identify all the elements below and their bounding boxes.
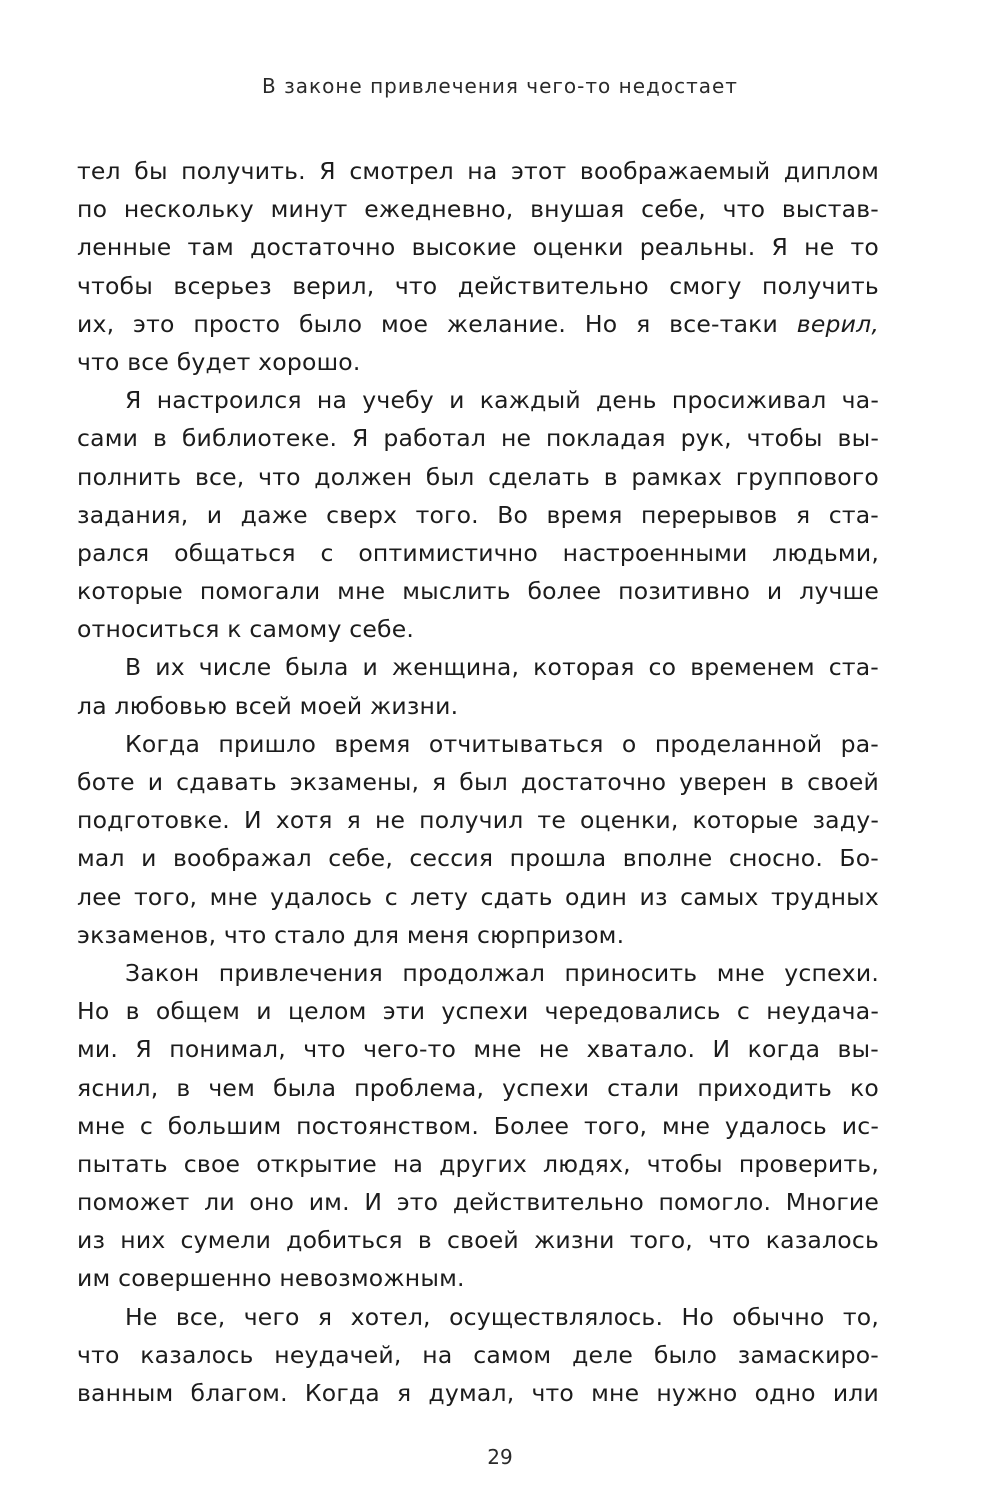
text-line: ла любовью всей моей жизни. [77, 691, 459, 720]
text-line [77, 305, 879, 343]
text-line: пытать свое открытие на других людях, чтобы проверить, [77, 1149, 879, 1178]
text-line: мал и воображал себе, сессия прошла вполне сносно. Бо- [77, 844, 879, 873]
text-line: мне с большим постоянством. Более того, мне удалось ис- [77, 1111, 879, 1140]
text-line: Но в общем и целом эти успехи чередовались с неудача- [77, 997, 879, 1026]
running-header: В законе привлечения чего-то недостает [262, 74, 738, 98]
text-line: боте и сдавать экзамены, я был достаточно уверен в своей [77, 768, 879, 796]
text-line: подготовке. И хотя я не получил те оценки, которые заду- [77, 806, 879, 835]
text-line: Я настроился на учебу и каждый день просиживал ча- [125, 386, 879, 415]
text-line: ленные там достаточно высокие оценки реальны. Я не то [77, 233, 879, 262]
text-line: поможет ли оно им. И это действительно помогло. Многие [77, 1188, 879, 1217]
text-line: ми. Я понимал, что чего-то мне не хватало. И когда вы- [77, 1035, 879, 1064]
text-line: В их числе была и женщина, которая со временем ста- [125, 653, 879, 682]
page-number: 29 [487, 1445, 513, 1469]
text-line: лее того, мне удалось с лету сдать один из самых трудных [77, 882, 879, 911]
text-line: Закон привлечения продолжал приносить мне успехи. [125, 958, 879, 987]
text-line: им совершенно невозможным. [77, 1264, 465, 1293]
text-line: яснил, в чем была проблема, успехи стали приходить ко [77, 1073, 879, 1102]
text-line: из них сумели добиться в своей жизни того, что казалось [77, 1226, 879, 1255]
body-text [77, 152, 879, 1412]
text-line: что казалось неудачей, на самом деле было замаскиро- [77, 1340, 879, 1369]
text-line: сами в библиотеке. Я работал не покладая рук, чтобы вы- [77, 424, 879, 453]
text-line: Не все, чего я хотел, осуществлялось. Но обычно то, [125, 1302, 879, 1331]
text-line: полнить все, что должен был сделать в рамках группового [77, 462, 879, 491]
text-line: Когда пришло время отчитываться о проделанной ра- [125, 729, 879, 758]
text-line: ванным благом. Когда я думал, что мне нужно одно или [77, 1379, 879, 1407]
text-line: задания, и даже сверх того. Во время перерывов я ста- [77, 500, 879, 529]
text-line: по нескольку минут ежедневно, внушая себе, что выстав- [77, 195, 879, 224]
text-line: рался общаться с оптимистично настроенными людьми, [77, 538, 879, 567]
text-line: чтобы всерьез верил, что действительно смогу получить [77, 271, 879, 300]
emphasis-word: верил, [796, 309, 879, 338]
text-line: которые помогали мне мыслить более позитивно и лучше [77, 577, 879, 606]
text-line: что все будет хорошо. [77, 347, 361, 376]
text-segment: их, это просто было мое желание. Но я все-таки [77, 309, 779, 338]
text-line: экзаменов, что стало для меня сюрпризом. [77, 920, 625, 949]
text-line: тел бы получить. Я смотрел на этот воображаемый диплом [77, 157, 879, 185]
text-line: относиться к самому себе. [77, 615, 415, 644]
